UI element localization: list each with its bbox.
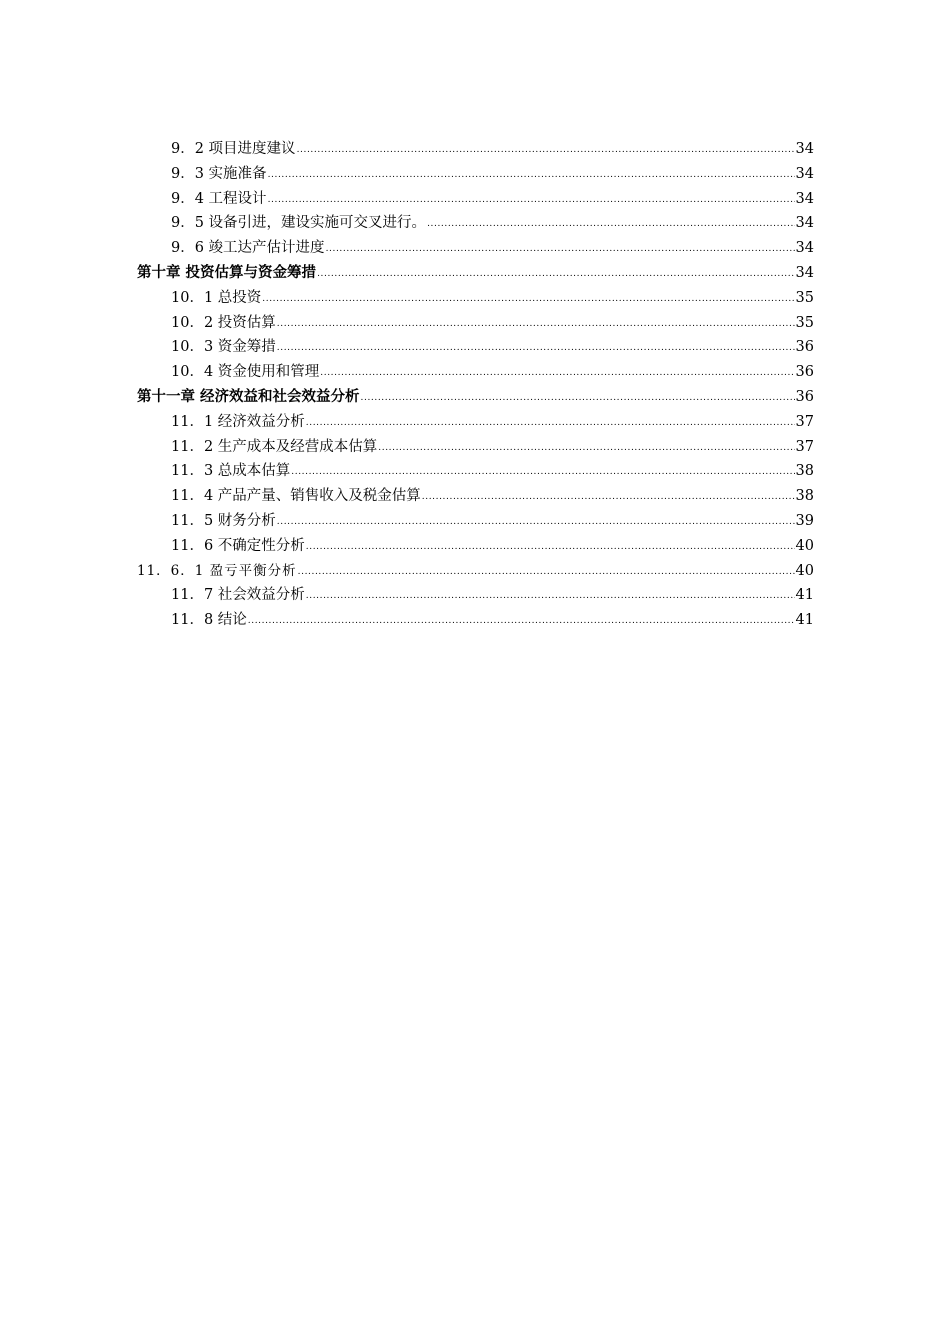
toc-dot-leader [268,163,795,188]
toc-page-number: 35 [795,314,814,331]
toc-entry-title: 11．2 生产成本及经营成本估算 [171,438,378,455]
toc-entry-title: 9．3 实施准备 [171,165,267,182]
toc-page-number: 41 [795,587,814,604]
toc-dot-leader [317,262,794,287]
toc-entry-title: 11．3 总成本估算 [171,463,291,480]
toc-dot-leader [298,560,795,585]
toc-page-number: 34 [795,165,814,182]
toc-entry[interactable] [137,410,814,435]
toc-entry-title: 11．7 社会效益分析 [171,587,305,604]
toc-entry-title: 10．2 投资估算 [171,314,276,331]
toc-page-number: 37 [795,413,814,430]
toc-page-number: 34 [795,215,814,232]
toc-entry[interactable] [137,311,814,336]
toc-dot-leader [306,584,795,609]
toc-page-number: 34 [795,141,814,157]
toc-dot-leader [320,361,794,386]
toc-dot-leader [262,287,794,312]
toc-page-number: 41 [795,612,814,629]
toc-entry[interactable] [137,211,814,236]
toc-chapter-title: 第十一章 经济效益和社会效益分析 [137,388,360,405]
toc-entry-title: 9．4 工程设计 [171,190,267,207]
toc-chapter-entry[interactable] [137,385,814,410]
toc-entry-title: 9．6 竣工达产估计进度 [171,240,325,257]
toc-entry[interactable] [137,286,814,311]
toc-dot-leader [277,510,795,535]
toc-entry-title: 10．1 总投资 [171,289,262,306]
toc-page-number: 40 [795,562,814,579]
toc-entry[interactable] [137,335,814,360]
toc-entry-title: 9．5 设备引进，建设实施可交叉进行。 [171,215,427,232]
toc-dot-leader [378,436,794,461]
toc-page-number: 34 [795,264,814,281]
toc-dot-leader [277,336,795,361]
toc-entry[interactable] [137,509,814,534]
toc-dot-leader [306,535,795,560]
toc-entry[interactable] [137,187,814,212]
toc-dot-leader [291,460,794,485]
toc-entry-title: 9．2 项目进度建议 [171,141,296,157]
toc-entry[interactable] [137,459,814,484]
table-of-contents [137,137,814,633]
toc-entry-title: 11．6 不确定性分析 [171,537,305,554]
toc-entry-title: 11．4 产品产量、销售收入及税金估算 [171,488,421,505]
toc-page-number: 34 [795,240,814,257]
toc-entry[interactable] [137,137,814,162]
toc-page-number: 36 [795,388,814,405]
toc-dot-leader [427,212,794,237]
toc-page-number: 36 [795,364,814,381]
toc-page-number: 38 [795,488,814,505]
toc-chapter-entry[interactable] [137,261,814,286]
toc-page-number: 37 [795,438,814,455]
toc-entry[interactable] [137,360,814,385]
toc-entry-title: 11．5 财务分析 [171,512,276,529]
toc-entry[interactable] [137,583,814,608]
toc-dot-leader [297,138,795,163]
toc-entry[interactable] [137,236,814,261]
toc-entry-title: 10．3 资金筹措 [171,339,276,356]
toc-subentry-title: 11．6．1 盈亏平衡分析 [137,562,297,579]
toc-dot-leader [361,386,795,411]
toc-dot-leader [326,237,795,262]
toc-page-number: 39 [795,512,814,529]
toc-entry-title: 11．1 经济效益分析 [171,413,305,430]
toc-entry[interactable] [137,435,814,460]
toc-dot-leader [248,609,795,634]
toc-entry[interactable] [137,162,814,187]
toc-dot-leader [422,485,795,510]
toc-entry-title: 11．8 结论 [171,612,247,629]
toc-entry[interactable] [137,608,814,633]
toc-entry[interactable] [137,484,814,509]
toc-dot-leader [268,188,795,213]
toc-page-number: 34 [795,190,814,207]
toc-dot-leader [277,312,795,337]
toc-entry-title: 10．4 资金使用和管理 [171,364,320,381]
toc-chapter-title: 第十章 投资估算与资金筹措 [137,264,317,281]
toc-page-number: 36 [795,339,814,356]
toc-page-number: 40 [795,537,814,554]
toc-entry[interactable] [137,534,814,559]
toc-dot-leader [306,411,795,436]
toc-page-number: 38 [795,463,814,480]
toc-page-number: 35 [795,289,814,306]
toc-subentry[interactable] [137,559,814,584]
